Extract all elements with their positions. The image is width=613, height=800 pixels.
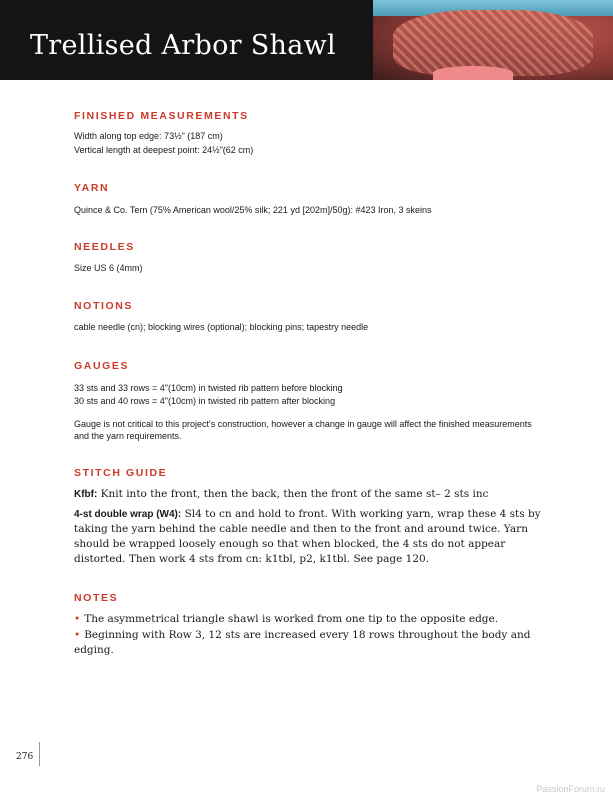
measurement-width: Width along top edge: 73½" (187 cm) xyxy=(74,131,223,141)
gauge-before-blocking: 33 sts and 33 rows = 4"(10cm) in twisted rib pattern before blocking xyxy=(74,383,343,393)
page-title: Trellised Arbor Shawl xyxy=(30,30,336,61)
note-text: The asymmetrical triangle shawl is worked from one tip to the opposite edge. xyxy=(84,613,499,625)
gauge-note-line-1: Gauge is not critical to this project's construction, however a change in gauge will affect the finished measurements xyxy=(74,419,532,429)
heading-stitch-guide: STITCH GUIDE xyxy=(74,467,168,479)
heading-finished-measurements: FINISHED MEASUREMENTS xyxy=(74,110,249,122)
stitch-w4 xyxy=(74,507,544,567)
watermark: PassionForum.ru xyxy=(536,784,605,794)
gauge-after-blocking: 30 sts and 40 rows = 4"(10cm) in twisted rib pattern after blocking xyxy=(74,396,336,406)
note-item xyxy=(74,612,544,627)
notions-list: cable needle (cn); blocking wires (optional); blocking pins; tapestry needle xyxy=(74,322,369,332)
pink-accent xyxy=(433,66,513,80)
stitch-kfbf xyxy=(74,487,544,502)
heading-needles: NEEDLES xyxy=(74,241,135,253)
gauge-note-line-2: and the yarn requirements. xyxy=(74,431,182,441)
bullet-icon: • xyxy=(74,629,81,641)
kfbf-definition: Knit into the front, then the back, then the front of the same st– 2 sts inc xyxy=(100,488,489,500)
heading-notions: NOTIONS xyxy=(74,300,134,312)
page-number: 276 xyxy=(16,752,34,762)
heading-yarn: YARN xyxy=(74,182,110,194)
folio-divider xyxy=(39,742,40,766)
w4-term: 4-st double wrap (W4): xyxy=(74,509,182,520)
heading-notes: NOTES xyxy=(74,592,119,604)
header-banner xyxy=(0,0,613,80)
note-text: Beginning with Row 3, 12 sts are increased every 18 rows throughout the body and edging. xyxy=(74,629,531,656)
note-item xyxy=(74,628,544,658)
needle-size: Size US 6 (4mm) xyxy=(74,263,143,273)
yarn-description: Quince & Co. Tern (75% American wool/25% silk; 221 yd [202m]/50g): #423 Iron, 3 skeins xyxy=(74,205,432,215)
heading-gauges: GAUGES xyxy=(74,360,130,372)
bullet-icon: • xyxy=(74,613,81,625)
kfbf-term: Kfbf: xyxy=(74,489,98,500)
w4-definition: Sl4 to cn and hold to front. With working yarn, wrap these 4 sts by taking the yarn behind the cable needle and then to the front and around twice. Yarn should be wrapped loosely enough so that when blocked, the 4 sts do not appear distorted. Then work 4 sts from cn: k1tbl, p2, k1tbl. See page 120. xyxy=(74,508,541,565)
measurement-length: Vertical length at deepest point: 24½"(62 cm) xyxy=(74,145,254,155)
shawl-photo xyxy=(373,0,613,80)
